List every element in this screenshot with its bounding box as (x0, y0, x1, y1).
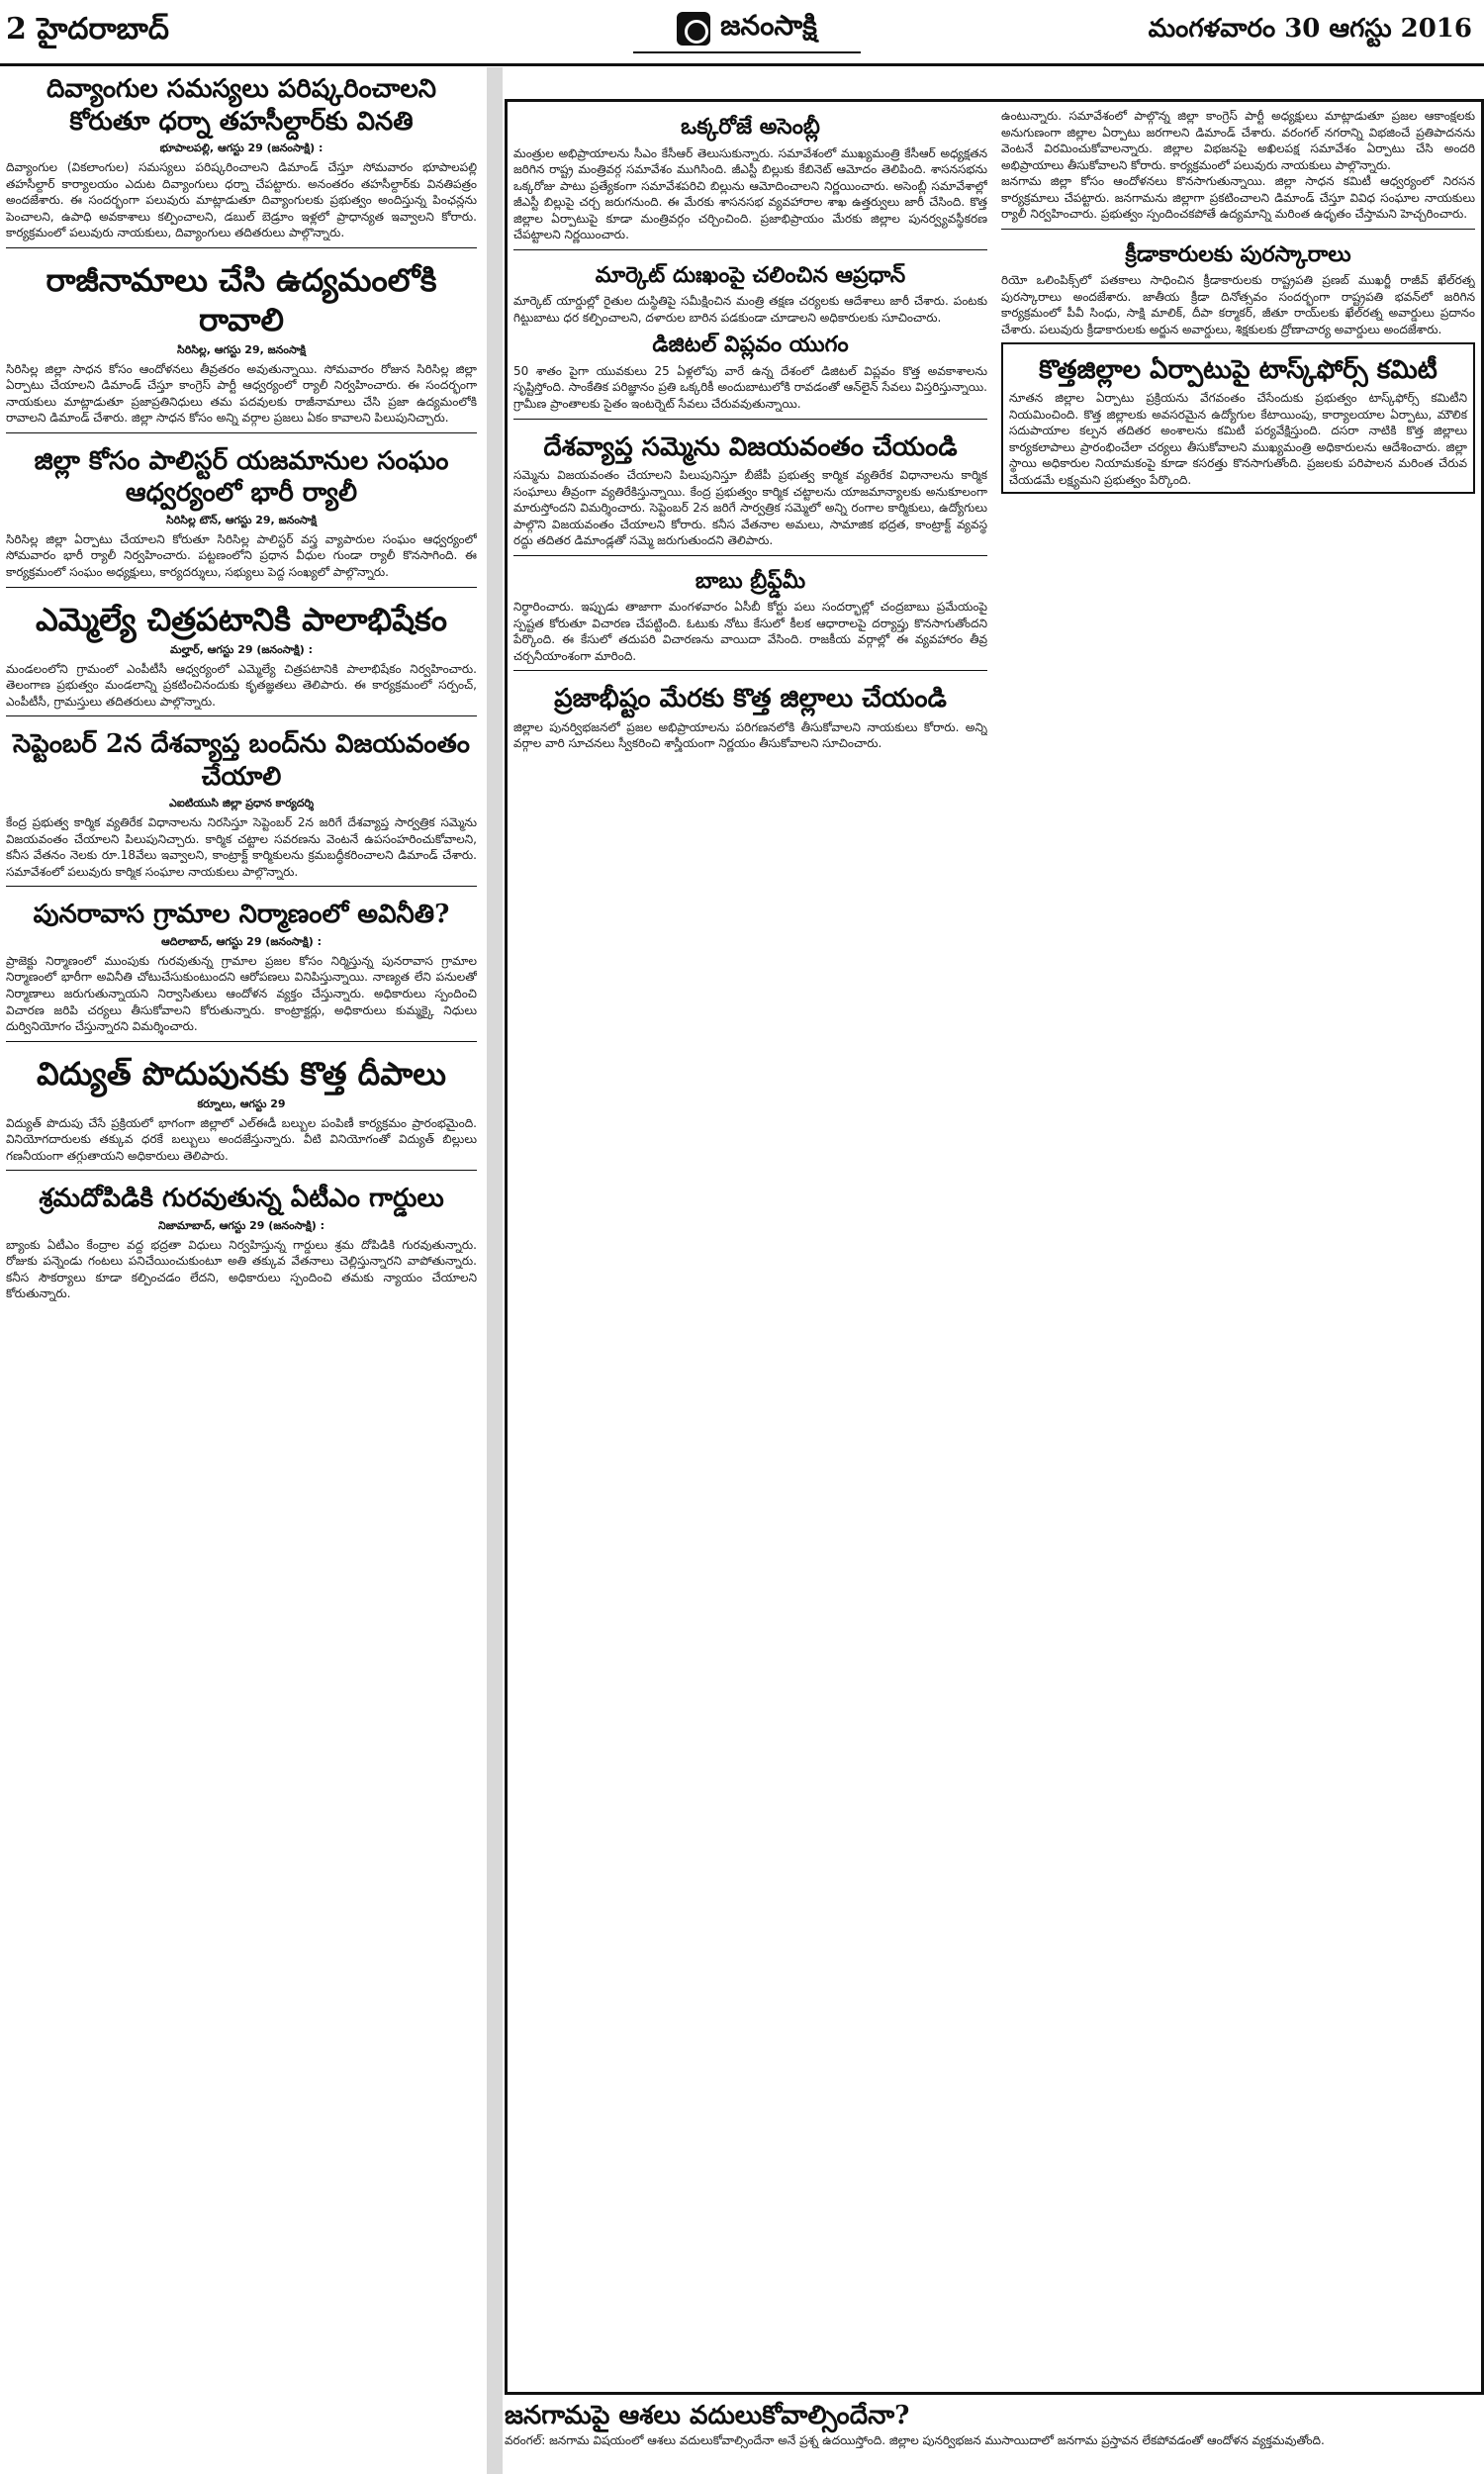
article-left-7 (6, 1177, 477, 1302)
left-column (0, 67, 483, 2474)
bottom-article (505, 2400, 1484, 2474)
article-body: విద్యుత్ పొదుపు చేసే ప్రక్రియలో భాగంగా జిల్లాలో ఎల్ఈడీ బల్బుల పంపిణీ కార్యక్రమం ప్రారంభమైంది. వినియోగదారులకు తక్కువ ధరకే బల్బులు అందజేస్తున్నారు. వీటి వినియోగంతో విద్యుత్ బిల్లులు గణనీయంగా తగ్గుతాయని అధికారులు తెలిపారు. (6, 1115, 477, 1163)
article-body: సిరిసిల్ల జిల్లా ఏర్పాటు చేయాలని కోరుతూ సిరిసిల్ల పాలిస్టర్ వస్త్ర వ్యాపారుల సంఘం ఆధ్వర్యంలో సోమవారం భారీ ర్యాలీ నిర్వహించారు. పట్టణంలోని ప్రధాన వీధుల గుండా ర్యాలీ కొనసాగింది. ఈ కార్యక్రమంలో సంఘం అధ్యక్షులు, కార్యదర్శులు, సభ్యులు పెద్ద సంఖ్యలో పాల్గొన్నారు. (6, 531, 477, 580)
article-left-2 (6, 439, 477, 581)
article-body: మండలంలోని గ్రామంలో ఎంపీటీసీ ఆధ్వర్యంలో ఎమ్మెల్యే చిత్రపటానికి పాలాభిషేకం నిర్వహించారు. తెలంగాణ ప్రభుత్వం మండలాన్ని ప్రకటించినందుకు కృతజ్ఞతలు తెలిపారు. ఈ కార్యక్రమంలో సర్పంచ్, ఎంపీటీసీ, గ్రామస్తులు తదితరులు పాల్గొన్నారు. (6, 661, 477, 709)
article-headline: దేశవ్యాప్త సమ్మెను విజయవంతం చేయండి (543, 431, 958, 462)
article-main-b3 (1001, 342, 1475, 495)
newspaper-logo-icon (677, 12, 710, 46)
article-body: కేంద్ర ప్రభుత్వ కార్మిక వ్యతిరేక విధానాలను నిరసిస్తూ సెప్టెంబర్ 2న జరిగే దేశవ్యాప్త సార్వత్రిక సమ్మెను విజయవంతం చేయాలని పిలుపునిచ్చారు. కార్మిక చట్టాల సవరణను వెంటనే ఉపసంహరించుకోవాలని, కనీస వేతనం నెలకు రూ.18వేలు ఇవ్వాలని, కాంట్రాక్ట్ కార్మికులను క్రమబద్ధీకరించాలని డిమాండ్ చేశారు. సమావేశంలో పలువురు కార్మిక సంఘాల నాయకులు పాల్గొన్నారు. (6, 815, 477, 879)
article-body: ప్రాజెక్టు నిర్మాణంలో ముంపుకు గురవుతున్న గ్రామాల ప్రజల కోసం నిర్మిస్తున్న పునరావాస గ్రామాల నిర్మాణంలో భారీగా అవినీతి చోటుచేసుకుంటుందని ఆరోపణలు వినిపిస్తున్నాయి. నాణ్యత లేని పనులతో నిర్మాణాలు జరుగుతున్నాయని నిర్వాసితులు ఆందోళన వ్యక్తం చేస్తున్నారు. అధికారులు స్పందించి విచారణ జరిపి చర్యలు తీసుకోవాలని కోరుతున్నారు. కాంట్రాక్టర్లు, అధికారులు కుమ్మక్కై నిధులు దుర్వినియోగం చేస్తున్నారని విమర్శించారు. (6, 953, 477, 1034)
article-headline: పునరావాస గ్రామాల నిర్మాణంలో అవినీతి? (33, 900, 450, 930)
main-column-b (1001, 108, 1475, 752)
divider (1001, 229, 1475, 230)
article-main-a4 (513, 562, 987, 665)
article-main-a1 (513, 256, 987, 327)
article-headline: సెప్టెంబర్ 2న దేశవ్యాప్త బంద్‌ను విజయవంతం చేయాలి (13, 729, 470, 792)
main-column-a (513, 108, 987, 752)
article-body: మార్కెట్ యార్డుల్లో రైతుల దుస్థితిపై సమీక్షించిన మంత్రి తక్షణ చర్యలకు ఆదేశాలు జారీ చేశారు. పంటకు గిట్టుబాటు ధర కల్పించాలని, దళారుల బారిన పడకుండా చూడాలని అధికారులకు సూచించారు. (513, 294, 987, 325)
divider (513, 249, 987, 250)
article-dateline: సిరిసిల్ల టౌన్, ఆగస్టు 29, జనంసాక్షి (165, 513, 317, 526)
divider (6, 886, 477, 887)
article-left-3 (6, 594, 477, 711)
article-body: నిర్ధారించారు. ఇప్పుడు తాజాగా మంగళవారం ఏసీబీ కోర్టు పలు సందర్భాల్లో చంద్రబాబు ప్రమేయంపై స్పష్టత కోరుతూ విచారణ చేపట్టింది. ఓటుకు నోటు కేసులో కీలక ఆధారాలపై దర్యాప్తు కొనసాగుతోందని పేర్కొంది. ఈ కేసులో తదుపరి విచారణను వాయిదా వేసింది. రాజకీయ వర్గాల్లో ఈ వ్యవహారం తీవ్ర చర్చనీయాంశంగా మారింది. (513, 600, 987, 663)
article-main-b0 (1001, 108, 1475, 173)
article-dateline: సిరిసిల్ల, ఆగస్టు 29, జనంసాక్షి (176, 342, 307, 356)
article-left-4 (6, 722, 477, 880)
article-left-0 (6, 67, 477, 241)
article-headline: విద్యుత్ పొదుపునకు కొత్త దీపాలు (37, 1054, 446, 1093)
article-main-a0 (513, 108, 987, 243)
main-news-box (505, 99, 1484, 2395)
article-left-1 (6, 254, 477, 427)
article-headline: రాజీనామాలు చేసి ఉద్యమంలోకి రావాలి (46, 260, 437, 338)
article-left-5 (6, 893, 477, 1034)
article-headline: దివ్యాంగుల సమస్యలు పరిష్కరించాలని కోరుతూ ధర్నా తహసీల్దార్‌కు వినతి (46, 74, 437, 137)
article-body: ఉంటున్నారు. సమావేశంలో పాల్గొన్న జిల్లా కాంగ్రెస్ పార్టీ అధ్యక్షులు మాట్లాడుతూ ప్రజల ఆకాంక్షలకు అనుగుణంగా జిల్లాల ఏర్పాటు జరగాలని డిమాండ్ చేశారు. వరంగల్ నగరాన్ని విభజించే ప్రతిపాదనను వెంటనే విరమించుకోవాలన్నారు. జిల్లాల విభజనపై అఖిలపక్ష సమావేశం ఏర్పాటు చేసి అందరి అభిప్రాయాలు తీసుకోవాలని కోరారు. కార్యక్రమంలో పలువురు నాయకులు పాల్గొన్నారు. (1001, 109, 1475, 172)
article-dateline: భూపాలపల్లి, ఆగస్టు 29 (జనంసాక్షి) : (159, 142, 324, 154)
article-headline: బాబు బ్రీఫ్డ్‌మీ (695, 567, 806, 594)
divider (513, 419, 987, 420)
article-headline: శ్రమదోపిడికి గురవుతున్న ఏటీఎం గార్డులు (39, 1184, 444, 1214)
article-dateline: కర్నూలు, ఆగస్టు 29 (197, 1096, 286, 1110)
article-body: బ్యాంకు ఏటీఎం కేంద్రాల వద్ద భద్రతా విధులు నిర్వహిస్తున్న గార్డులు శ్రమ దోపిడికి గురవుతున్నారు. రోజుకు పన్నెండు గంటలు పనిచేయించుకుంటూ అతి తక్కువ వేతనాలు చెల్లిస్తున్నారని వాపోతున్నారు. కనీస సౌకర్యాలు కూడా కల్పించడం లేదని, అధికారులు స్పందించి తమకు న్యాయం చేయాలని కోరుతున్నారు. (6, 1237, 477, 1301)
divider (6, 587, 477, 588)
article-headline: మార్కెట్ దుఃఖంపై చలించిన ఆప్రధాన్ (595, 261, 906, 288)
article-dateline: ఆదిలాబాద్, ఆగస్టు 29 (జనంసాక్షి) : (160, 934, 323, 948)
article-headline: కొత్తజిల్లాల ఏర్పాటుపై టాస్క్‌ఫోర్స్ కమిటీ (1039, 354, 1438, 385)
issue-date: మంగళవారం 30 ఆగస్టు 2016 (1148, 14, 1472, 44)
article-body: మంత్రుల అభిప్రాయాలను సీఎం కేసీఆర్ తెలుసుకున్నారు. సమావేశంలో ముఖ్యమంత్రి కేసీఆర్ అధ్యక్షతన జరిగిన రాష్ట్ర మంత్రివర్గ సమావేశం ముగిసింది. జీఎస్టీ బిల్లుకు కేబినెట్ ఆమోదం తెలిపింది. శాసనసభను ఒక్కరోజు పాటు ప్రత్యేకంగా సమావేశపరిచి బిల్లును ఆమోదించాలని నిర్ణయించారు. అసెంబ్లీ సమావేశాల్లో జీఎస్టీ బిల్లుపై చర్చ జరుగనుంది. ఈ మేరకు శాసనసభ వ్యవహారాల శాఖ ఉత్తర్వులు జారీ చేసింది. కొత్త జిల్లాల ఏర్పాటుపై కూడా మంత్రివర్గం చర్చించింది. ప్రజాభిప్రాయం మేరకు జిల్లాల పునర్వ్యవస్థీకరణ చేపట్టాలని నిర్ణయించారు. (513, 145, 987, 242)
divider (6, 715, 477, 716)
newspaper-name: జనంసాక్షి (720, 9, 817, 42)
article-main-a3 (513, 426, 987, 549)
column-separator (487, 67, 503, 2474)
article-dateline: నిజామాబాద్, ఆగస్టు 29 (జనంసాక్షి) : (157, 1218, 325, 1232)
article-headline: ఒక్కరోజే అసెంబ్లీ (681, 114, 820, 140)
article-headline: జిల్లా కోసం పాలిస్టర్ యజమానుల సంఘం ఆధ్వర్యంలో భారీ ర్యాలీ (34, 445, 449, 509)
article-headline: జనగామపై ఆశలు వదులుకోవాల్సిందేనా? (505, 2401, 910, 2430)
article-body: సిరిసిల్ల జిల్లా సాధన కోసం ఆందోళనలు తీవ్రతరం అవుతున్నాయి. సోమవారం రోజున సిరిసిల్ల జిల్లా ఏర్పాటు చేయాలని డిమాండ్ చేస్తూ కాంగ్రెస్ పార్టీ ఆధ్వర్యంలో ర్యాలీ నిర్వహించారు. ఈ సందర్భంగా నాయకులు మాట్లాడుతూ ప్రజాప్రతినిధులు తమ పదవులకు రాజీనామాలు చేసి ప్రజా ఉద్యమంలోకి రావాలని డిమాండ్ చేశారు. జిల్లా సాధన కోసం అన్ని వర్గాల ప్రజలు ఏకం కావాలని పిలుపునిచ్చారు. (6, 361, 477, 426)
article-dateline: ఎఐటియుసి జిల్లా ప్రధాన కార్యదర్శి (169, 797, 314, 810)
article-left-6 (6, 1048, 477, 1165)
article-body: రియో ఒలింపిక్స్‌లో పతకాలు సాధించిన క్రీడాకారులకు రాష్ట్రపతి ప్రణబ్ ముఖర్జీ రాజీవ్ ఖేల్‌రత్న పురస్కారాలు అందజేశారు. జాతీయ క్రీడా దినోత్సవం సందర్భంగా రాష్ట్రపతి భవన్‌లో జరిగిన కార్యక్రమంలో పీవీ సింధు, సాక్షి మాలిక్, దీపా కర్మాకర్, జీతూ రాయ్‌లకు ఖేల్‌రత్న అవార్డులు ప్రదానం చేశారు. పలువురు క్రీడాకారులకు అర్జున అవార్డులు, శిక్షకులకు ద్రోణాచార్య అవార్డులు అందజేశారు. (1001, 273, 1475, 336)
divider (6, 1041, 477, 1042)
main-grid (513, 108, 1475, 752)
article-body: నూతన జిల్లాల ఏర్పాటు ప్రక్రియను వేగవంతం చేసేందుకు ప్రభుత్వం టాస్క్‌ఫోర్స్ కమిటీని నియమించింది. కొత్త జిల్లాలకు అవసరమైన ఉద్యోగుల కేటాయింపు, కార్యాలయాల ఏర్పాటు, మౌలిక సదుపాయాల కల్పన తదితర అంశాలను కమిటీ పర్యవేక్షిస్తుంది. దసరా నాటికి కొత్త జిల్లాలు కార్యకలాపాలు ప్రారంభించేలా చర్యలు తీసుకోవాలని ముఖ్యమంత్రి అధికారులను ఆదేశించారు. జిల్లా స్థాయి అధికారుల నియామకంపై కూడా కసరత్తు కొనసాగుతోంది. ప్రజలకు పరిపాలన మరింత చేరువ చేయడమే లక్ష్యమని ప్రభుత్వం పేర్కొంది. (1009, 391, 1467, 487)
page-header (0, 0, 1484, 66)
article-main-b1 (1001, 173, 1475, 223)
divider (513, 555, 987, 556)
masthead (633, 6, 861, 53)
article-body: దివ్యాంగుల (వికలాంగుల) సమస్యలు పరిష్కరించాలని డిమాండ్ చేస్తూ సోమవారం భూపాలపల్లి తహసీల్దార్ కార్యాలయం ఎదుట దివ్యాంగులు ధర్నా చేపట్టారు. అనంతరం తహసీల్దార్‌కు వినతిపత్రం అందజేశారు. ఈ సందర్భంగా పలువురు మాట్లాడుతూ దివ్యాంగులకు ప్రభుత్వం అందిస్తున్న పింఛన్లను పెంచాలని, ఉపాధి అవకాశాలు కల్పించాలని, డబుల్ బెడ్రూం ఇళ్లలో ప్రాధాన్యత ఇవ్వాలని కోరారు. కార్యక్రమంలో పలువురు నాయకులు, దివ్యాంగులు తదితరులు పాల్గొన్నారు. (6, 160, 477, 240)
page-label: 2 హైదరాబాద్ (6, 12, 169, 47)
article-body: వరంగల్: జనగామ విషయంలో ఆశలు వదులుకోవాల్సిందేనా అనే ప్రశ్న ఉదయిస్తోంది. జిల్లాల పునర్విభజన ముసాయిదాలో జనగామ ప్రస్తావన లేకపోవడంతో ఆందోళన వ్యక్తమవుతోంది. (505, 2432, 1325, 2447)
article-body: జిల్లాల పునర్విభజనలో ప్రజల అభిప్రాయాలను పరిగణనలోకి తీసుకోవాలని నాయకులు కోరారు. అన్ని వర్గాల వారి సూచనలు స్వీకరించి శాస్త్రీయంగా నిర్ణయం తీసుకోవాలని సూచించారు. (513, 719, 987, 751)
article-headline: క్రీడాకారులకు పురస్కారాలు (1125, 240, 1351, 267)
article-main-a5 (513, 677, 987, 752)
article-main-b2 (1001, 236, 1475, 338)
divider (6, 432, 477, 433)
article-body: 50 శాతం పైగా యువకులు 25 ఏళ్లలోపు వారే ఉన్న దేశంలో డిజిటల్ విప్లవం కొత్త అవకాశాలను సృష్టిస్తోంది. సాంకేతిక పరిజ్ఞానం ప్రతి ఒక్కరికీ అందుబాటులోకి రావడంతో ఆన్‌లైన్ సేవలు విస్తరిస్తున్నాయి. గ్రామీణ ప్రాంతాలకు సైతం ఇంటర్నెట్ సేవలు చేరువవుతున్నాయి. (513, 363, 987, 411)
article-headline: డిజిటల్ విప్లవం యుగం (652, 332, 849, 358)
divider (6, 247, 477, 248)
article-body: సమ్మెను విజయవంతం చేయాలని పిలుపునిస్తూ బీజేపీ ప్రభుత్వ కార్మిక వ్యతిరేక విధానాలను కార్మిక సంఘాలు తీవ్రంగా వ్యతిరేకిస్తున్నాయి. కేంద్ర ప్రభుత్వం కార్మిక చట్టాలను యాజమాన్యాలకు అనుకూలంగా మారుస్తోందని విమర్శించారు. సెప్టెంబర్ 2న జరిగే సార్వత్రిక సమ్మెలో అన్ని రంగాల కార్మికులు, ఉద్యోగులు పాల్గొని విజయవంతం చేయాలని కోరారు. కనీస వేతనాల అమలు, సామాజిక భద్రత, కాంట్రాక్ట్ వ్యవస్థ రద్దు తదితర డిమాండ్లతో సమ్మె జరుగుతుందని తెలిపారు. (513, 468, 987, 548)
article-headline: ఎమ్మెల్యే చిత్రపటానికి పాలాభిషేకం (36, 600, 447, 638)
divider (513, 670, 987, 671)
article-main-a2 (513, 326, 987, 412)
article-dateline: మల్హార్, ఆగస్టు 29 (జనంసాక్షి) : (169, 642, 314, 656)
divider (6, 1170, 477, 1171)
article-body: జనగామ జిల్లా కోసం ఆందోళనలు కొనసాగుతున్నాయి. జిల్లా సాధన కమిటీ ఆధ్వర్యంలో నిరసన కార్యక్రమాలు చేపట్టారు. జనగామను జిల్లాగా ప్రకటించాలని డిమాండ్ చేస్తూ వివిధ సంఘాల నాయకులు ర్యాలీ నిర్వహించారు. ప్రభుత్వం స్పందించకపోతే ఉద్యమాన్ని మరింత ఉధృతం చేస్తామని హెచ్చరించారు. (1001, 174, 1475, 222)
article-headline: ప్రజాభీష్టం మేరకు కొత్త జిల్లాలు చేయండి (554, 684, 947, 714)
